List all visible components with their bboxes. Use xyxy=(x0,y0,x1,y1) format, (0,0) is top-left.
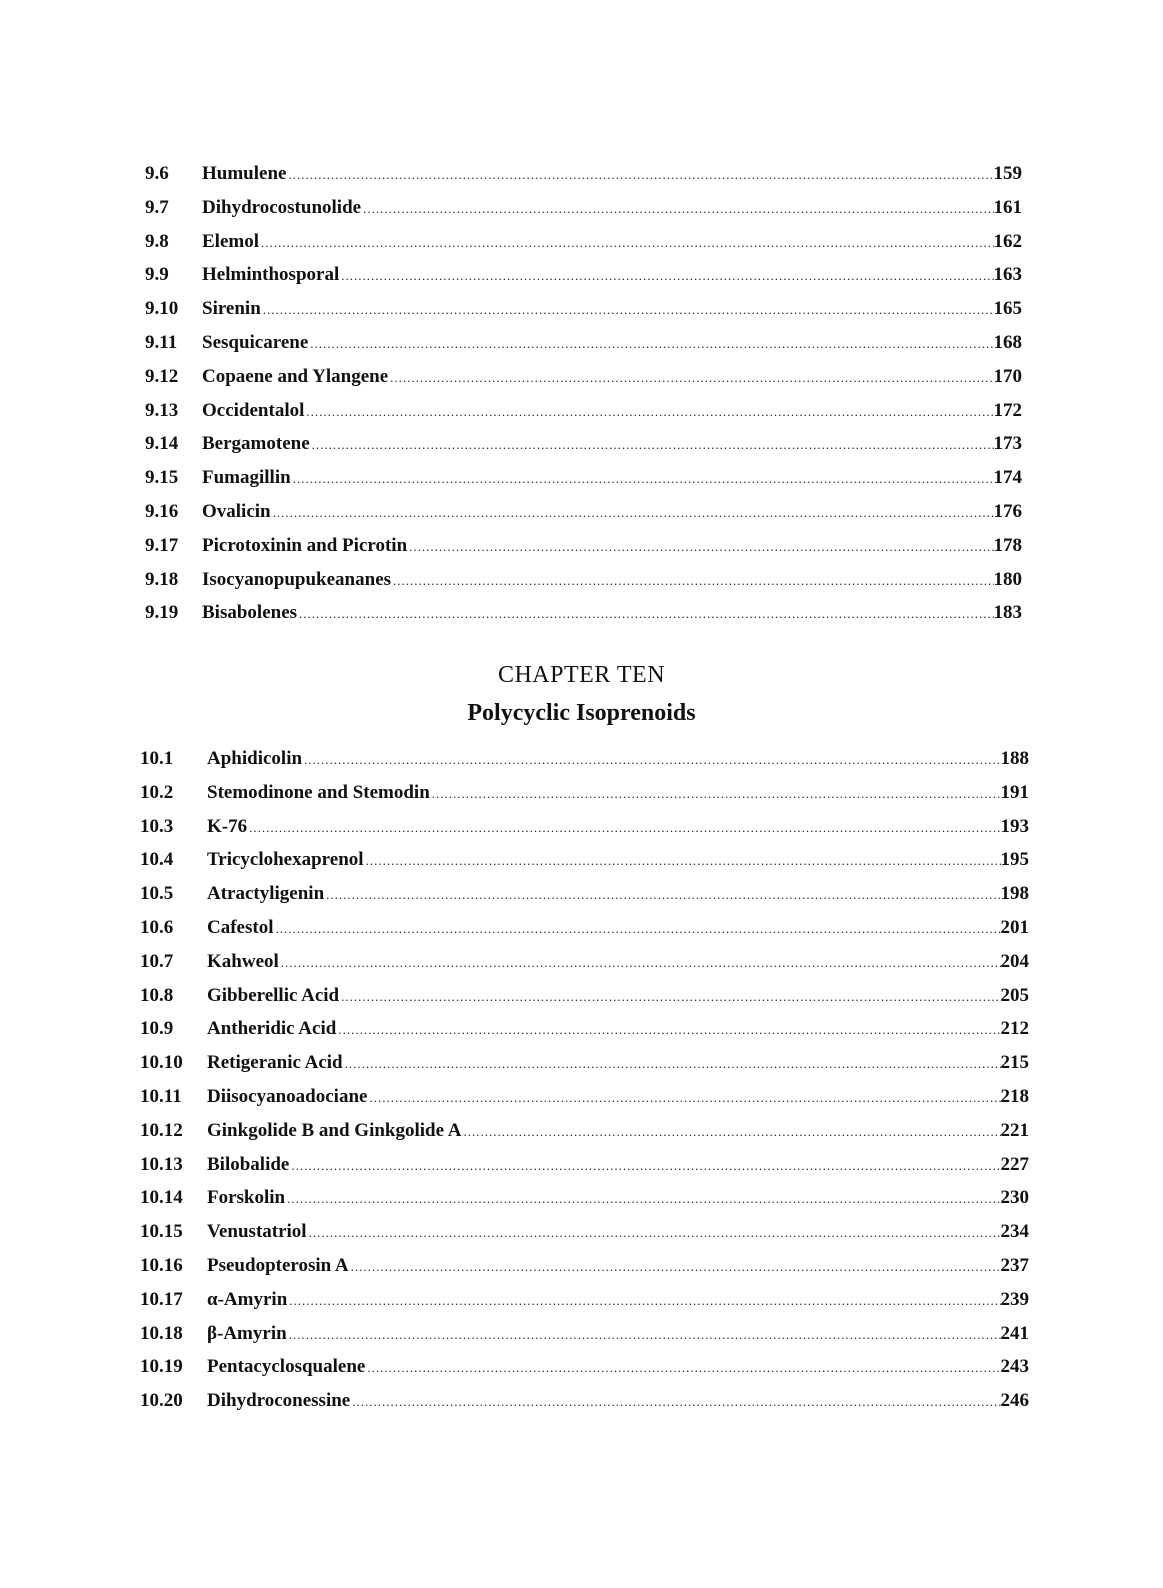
toc-entry xyxy=(140,1187,1029,1221)
toc-entry-number: 9.6 xyxy=(145,163,169,184)
toc-entry-number: 10.12 xyxy=(140,1119,183,1141)
dot-leader xyxy=(339,989,1000,1005)
toc-entry-title: Gibberellic Acid xyxy=(207,984,340,1006)
toc-entry-page-number: 239 xyxy=(1000,1288,1029,1310)
toc-entry xyxy=(145,366,1022,400)
toc-entry-title: Fumagillin xyxy=(202,467,291,489)
toc-entry-page-number: 162 xyxy=(993,230,1022,252)
toc-entry-page-number: 237 xyxy=(1000,1254,1029,1276)
toc-entry xyxy=(140,1221,1029,1255)
toc-entry xyxy=(145,467,1022,501)
dot-leader xyxy=(388,370,993,386)
dot-leader xyxy=(324,887,1000,903)
toc-entry-title: Stemodinone and Stemodin xyxy=(207,781,430,803)
dot-leader xyxy=(367,1090,1000,1106)
toc-entry xyxy=(140,1289,1029,1323)
toc-entry-title: Picrotoxinin and Picrotin xyxy=(202,534,408,556)
toc-entry-page-number: 241 xyxy=(1000,1322,1029,1344)
toc-entry xyxy=(140,1390,1029,1424)
toc-entry-page-number: 165 xyxy=(993,298,1022,320)
toc-entry-page-number: 172 xyxy=(993,399,1022,421)
toc-entry-number: 10.8 xyxy=(140,984,174,1006)
toc-entry-title: Ginkgolide B and Ginkgolide A xyxy=(207,1119,462,1141)
toc-entry xyxy=(145,231,1022,265)
toc-entry xyxy=(140,1086,1029,1120)
toc-entry-title: Humulene xyxy=(202,163,287,184)
toc-entry-title: Retigeranic Acid xyxy=(207,1052,343,1074)
toc-entry-title: Diisocyanoadociane xyxy=(207,1085,368,1107)
dot-leader xyxy=(291,471,994,487)
toc-entry-page-number: 227 xyxy=(1000,1153,1029,1175)
toc-entry-number: 10.17 xyxy=(140,1288,183,1310)
toc-entry xyxy=(145,602,1022,636)
dot-leader xyxy=(297,606,993,622)
toc-entry-title: Tricyclohexaprenol xyxy=(207,849,364,871)
toc-entry xyxy=(140,1255,1029,1289)
toc-entry-title: Copaene and Ylangene xyxy=(202,365,389,387)
toc-entry-title: Dihydroconessine xyxy=(207,1390,351,1412)
toc-entry xyxy=(140,1323,1029,1357)
dot-leader xyxy=(350,1394,1000,1410)
dot-leader xyxy=(289,1158,1000,1174)
toc-entry-page-number: 161 xyxy=(993,196,1022,218)
toc-entry-page-number: 174 xyxy=(993,467,1022,489)
toc-entry-title: α-Amyrin xyxy=(207,1288,288,1310)
toc-entry-title: Antheridic Acid xyxy=(207,1018,337,1040)
dot-leader xyxy=(287,1293,1000,1309)
toc-entry xyxy=(140,849,1029,883)
toc-entry-title: Pentacyclosqualene xyxy=(207,1356,366,1378)
toc-entry-page-number: 193 xyxy=(1000,815,1029,837)
toc-entry-page-number: 191 xyxy=(1000,781,1029,803)
toc-entry-number: 10.6 xyxy=(140,916,174,938)
toc-entry-title: Bilobalide xyxy=(207,1153,290,1175)
toc-entry-page-number: 183 xyxy=(993,602,1022,624)
toc-entry-number: 9.13 xyxy=(145,399,179,421)
chapter-label: CHAPTER TEN xyxy=(497,662,666,688)
toc-entry-title: Elemol xyxy=(202,230,259,252)
toc-entry-page-number: 170 xyxy=(993,365,1022,387)
toc-entry-number: 9.9 xyxy=(145,264,169,286)
toc-entry xyxy=(145,501,1022,535)
toc-entry-number: 10.5 xyxy=(140,883,174,905)
toc-entry-number: 9.18 xyxy=(145,568,179,590)
dot-leader xyxy=(430,786,1001,802)
toc-entry-number: 9.11 xyxy=(145,331,178,353)
toc-entry-number: 10.18 xyxy=(140,1322,183,1344)
dot-leader xyxy=(259,235,994,251)
toc-entry xyxy=(145,298,1022,332)
toc-entry xyxy=(145,332,1022,366)
toc-entry-number: 9.10 xyxy=(145,298,179,320)
dot-leader xyxy=(308,336,993,352)
toc-section-chapter-ten xyxy=(140,748,1029,1424)
toc-entry-page-number: 205 xyxy=(1000,984,1029,1006)
dot-leader xyxy=(343,1056,1001,1072)
toc-entry-page-number: 230 xyxy=(1000,1187,1029,1209)
toc-entry-title: Pseudopterosin A xyxy=(207,1254,349,1276)
toc-entry-title: Sesquicarene xyxy=(202,331,309,353)
toc-entry-page-number: 188 xyxy=(1000,748,1029,769)
toc-entry-page-number: 173 xyxy=(993,433,1022,455)
toc-entry-number: 10.10 xyxy=(140,1052,183,1074)
toc-entry-title: Dihydrocostunolide xyxy=(202,196,362,218)
toc-entry-page-number: 168 xyxy=(993,331,1022,353)
toc-entry xyxy=(140,1154,1029,1188)
toc-entry-number: 9.19 xyxy=(145,602,179,624)
toc-entry-title: Forskolin xyxy=(207,1187,286,1209)
dot-leader xyxy=(310,437,994,453)
toc-entry-page-number: 218 xyxy=(1000,1085,1029,1107)
toc-entry-title: K-76 xyxy=(207,815,248,837)
toc-entry xyxy=(140,883,1029,917)
toc-entry-title: Isocyanopupukeananes xyxy=(202,568,392,590)
dot-leader xyxy=(407,539,993,555)
toc-entry-number: 9.17 xyxy=(145,534,179,556)
toc-entry xyxy=(145,433,1022,467)
dot-leader xyxy=(279,955,1001,971)
toc-entry-page-number: 198 xyxy=(1000,883,1029,905)
dot-leader xyxy=(302,752,1000,768)
toc-entry-number: 10.7 xyxy=(140,950,174,972)
dot-leader xyxy=(304,404,993,420)
toc-entry-number: 10.1 xyxy=(140,748,174,769)
toc-entry-title: Venustatriol xyxy=(207,1221,307,1243)
toc-entry-number: 10.11 xyxy=(140,1085,182,1107)
dot-leader xyxy=(287,1327,1001,1343)
dot-leader xyxy=(361,201,993,217)
toc-entry xyxy=(140,748,1029,782)
toc-entry-title: Helminthosporal xyxy=(202,264,340,286)
toc-entry-page-number: 178 xyxy=(993,534,1022,556)
toc-entry-title: β-Amyrin xyxy=(207,1322,287,1344)
toc-entry-page-number: 215 xyxy=(1000,1052,1029,1074)
toc-entry-title: Sirenin xyxy=(202,298,261,320)
toc-entry xyxy=(140,1120,1029,1154)
toc-entry-title: Atractyligenin xyxy=(207,883,325,905)
toc-entry xyxy=(140,951,1029,985)
dot-leader xyxy=(339,268,993,284)
toc-entry-number: 9.12 xyxy=(145,365,179,387)
toc-entry-page-number: 180 xyxy=(993,568,1022,590)
toc-entry-number: 9.7 xyxy=(145,196,169,218)
toc-entry-number: 10.2 xyxy=(140,781,174,803)
toc-entry-page-number: 195 xyxy=(1000,849,1029,871)
toc-entry xyxy=(145,535,1022,569)
toc-entry xyxy=(140,1052,1029,1086)
toc-entry-number: 9.15 xyxy=(145,467,179,489)
toc-entry-page-number: 243 xyxy=(1000,1356,1029,1378)
toc-entry-number: 9.16 xyxy=(145,500,179,522)
chapter-title: Polycyclic Isoprenoids xyxy=(467,700,696,726)
dot-leader xyxy=(261,302,994,318)
toc-entry-title: Kahweol xyxy=(207,950,279,972)
toc-entry xyxy=(145,264,1022,298)
toc-entry-number: 9.14 xyxy=(145,433,179,455)
toc-entry-number: 10.4 xyxy=(140,849,174,871)
toc-entry-number: 10.13 xyxy=(140,1153,183,1175)
toc-entry-title: Bisabolenes xyxy=(202,602,298,624)
toc-entry xyxy=(140,782,1029,816)
toc-entry-page-number: 159 xyxy=(993,163,1022,184)
dot-leader xyxy=(365,1360,1000,1376)
toc-entry-number: 10.15 xyxy=(140,1221,183,1243)
toc-entry-title: Occidentalol xyxy=(202,399,305,421)
dot-leader xyxy=(391,573,993,589)
dot-leader xyxy=(307,1225,1001,1241)
toc-entry-page-number: 176 xyxy=(993,500,1022,522)
toc-entry xyxy=(145,163,1022,197)
toc-entry-number: 10.9 xyxy=(140,1018,174,1040)
dot-leader xyxy=(349,1259,1001,1275)
toc-entry-title: Bergamotene xyxy=(202,433,310,455)
toc-entry-number: 10.3 xyxy=(140,815,174,837)
toc-entry xyxy=(140,1018,1029,1052)
dot-leader xyxy=(273,921,1000,937)
toc-entry-title: Aphidicolin xyxy=(207,748,303,769)
dot-leader xyxy=(364,853,1001,869)
toc-entry xyxy=(140,816,1029,850)
toc-entry-page-number: 201 xyxy=(1000,916,1029,938)
toc-entry xyxy=(140,1356,1029,1390)
toc-entry-number: 10.16 xyxy=(140,1254,183,1276)
toc-entry-number: 10.14 xyxy=(140,1187,183,1209)
toc-entry-page-number: 163 xyxy=(993,264,1022,286)
toc-entry-page-number: 221 xyxy=(1000,1119,1029,1141)
dot-leader xyxy=(461,1124,1000,1140)
toc-entry-page-number: 204 xyxy=(1000,950,1029,972)
toc-entry xyxy=(145,569,1022,603)
toc-entry-title: Cafestol xyxy=(207,916,274,938)
toc-entry-number: 10.20 xyxy=(140,1390,183,1412)
toc-entry-number: 9.8 xyxy=(145,230,169,252)
dot-leader xyxy=(285,1191,1000,1207)
toc-entry-page-number: 234 xyxy=(1000,1221,1029,1243)
dot-leader xyxy=(286,167,993,183)
toc-entry xyxy=(140,985,1029,1019)
toc-entry xyxy=(145,197,1022,231)
toc-entry-title: Ovalicin xyxy=(202,500,271,522)
dot-leader xyxy=(247,820,1000,836)
dot-leader xyxy=(336,1022,1000,1038)
dot-leader xyxy=(271,505,994,521)
toc-entry-page-number: 212 xyxy=(1000,1018,1029,1040)
toc-entry-number: 10.19 xyxy=(140,1356,183,1378)
toc-entry xyxy=(140,917,1029,951)
toc-entry xyxy=(145,400,1022,434)
toc-section-chapter-nine xyxy=(145,163,1022,636)
toc-entry-page-number: 246 xyxy=(1000,1390,1029,1412)
